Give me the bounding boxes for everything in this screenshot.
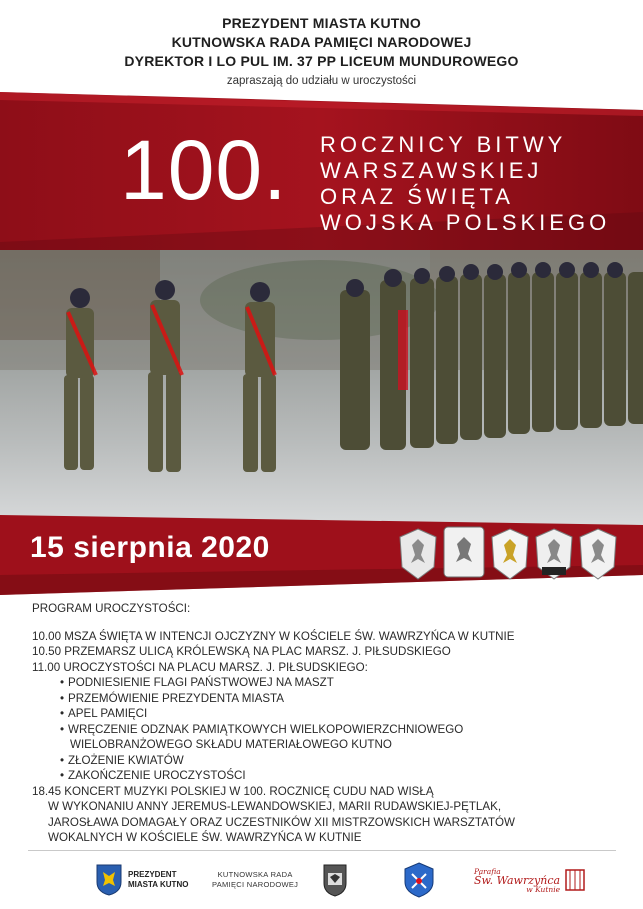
program-bullet-continuation: WIELOBRANŻOWEGO SKŁADU MATERIAŁOWEGO KUTNO <box>70 738 392 751</box>
title-line-2: WARSZAWSKIEJ <box>320 158 543 183</box>
program-bullet: • APEL PAMIĘCI <box>60 707 148 720</box>
school-badge-icon <box>322 863 348 897</box>
anniversary-number: 100. <box>120 123 288 217</box>
program-bullet: • PRZEMÓWIENIE PREZYDENTA MIASTA <box>60 691 285 705</box>
title-line-4: WOJSKA POLSKIEGO <box>320 210 611 235</box>
divider <box>28 850 616 851</box>
soldiers-photo <box>0 250 643 525</box>
logo-school <box>322 858 348 902</box>
program-item: 18.45 KONCERT MUZYKI POLSKIEJ W 100. ROCZNICĘ CUDU NAD WISŁĄ <box>32 784 434 798</box>
logo-president-line2: MIASTA KUTNO <box>128 880 189 889</box>
program-bullet: • ZŁOŻENIE KWIATÓW <box>60 753 184 767</box>
program-item: 10.50 PRZEMARSZ ULICĄ KRÓLEWSKĄ NA PLAC MARSZ. J. PIŁSUDSKIEGO <box>32 645 451 658</box>
eagle-emblem-icon <box>400 529 436 579</box>
organizer-line-3: DYREKTOR I LO PUL IM. 37 PP LICEUM MUNDUROWEGO <box>124 53 519 69</box>
logo-council <box>212 858 298 902</box>
logo-military-unit <box>404 858 434 902</box>
program-item-continuation: WOKALNYCH W KOŚCIELE ŚW. WAWRZYŃCA W KUTNIE <box>48 831 362 844</box>
invitation-text: zapraszają do udziału w uroczystości <box>226 75 417 87</box>
grill-icon <box>564 866 586 894</box>
eagle-emblem-icon <box>444 527 484 577</box>
program-item-continuation: JAROSŁAWA DOMAGAŁY ORAZ UCZESTNIKÓW XII MISTRZOWSKICH WARSZTATÓW <box>48 815 515 829</box>
program-item: 11.00 UROCZYSTOŚCI NA PLACU MARSZ. J. PIŁSUDSKIEGO: <box>32 660 368 674</box>
program-item: 10.00 MSZA ŚWIĘTA W INTENCJI OJCZYZNY W KOŚCIELE ŚW. WAWRZYŃCA W KUTNIE <box>32 629 515 643</box>
eagle-emblem-icon <box>536 529 572 579</box>
logo-president <box>96 858 188 902</box>
program-bullet: • ZAKOŃCZENIE UROCZYSTOŚCI <box>60 769 246 782</box>
military-emblems <box>398 523 618 583</box>
logo-council-line2: PAMIĘCI NARODOWEJ <box>212 880 299 889</box>
program <box>32 601 622 846</box>
eagle-emblem-icon <box>580 529 616 579</box>
eagle-emblem-icon <box>492 529 528 579</box>
program-bullet: • PODNIESIENIE FLAGI PAŃSTWOWEJ NA MASZT <box>60 676 334 689</box>
sponsor-logos <box>0 858 643 906</box>
logo-president-line1: PREZYDENT <box>128 870 177 879</box>
title-line-3: ORAZ ŚWIĘTA <box>320 184 514 209</box>
logo-council-line1: KUTNOWSKA RADA <box>217 870 293 879</box>
kutno-coat-of-arms-icon <box>96 864 122 896</box>
logo-parish-line1: Parafia <box>474 866 501 876</box>
organizer-line-1: PREZYDENT MIASTA KUTNO <box>222 15 421 31</box>
program-heading: PROGRAM UROCZYSTOŚCI: <box>32 602 191 615</box>
program-bullet: • WRĘCZENIE ODZNAK PAMIĄTKOWYCH WIELKOPOWIERZCHNIOWEGO <box>60 722 464 736</box>
organizer-line-2: KUTNOWSKA RADA PAMIĘCI NARODOWEJ <box>171 34 472 50</box>
event-date: 15 sierpnia 2020 <box>30 531 270 564</box>
event-title <box>320 132 610 236</box>
header <box>0 14 643 89</box>
logo-parish-line2: Św. Wawrzyńca <box>474 873 561 887</box>
logo-parish-line3: w Kutnie <box>526 884 561 894</box>
title-line-1: ROCZNICY BITWY <box>320 132 567 157</box>
logo-parish <box>474 858 586 902</box>
unit-badge-icon <box>404 862 434 898</box>
program-item-continuation: W WYKONANIU ANNY JEREMUS-LEWANDOWSKIEJ, MARII RUDAWSKIEJ-PĘTLAK, <box>48 800 502 813</box>
